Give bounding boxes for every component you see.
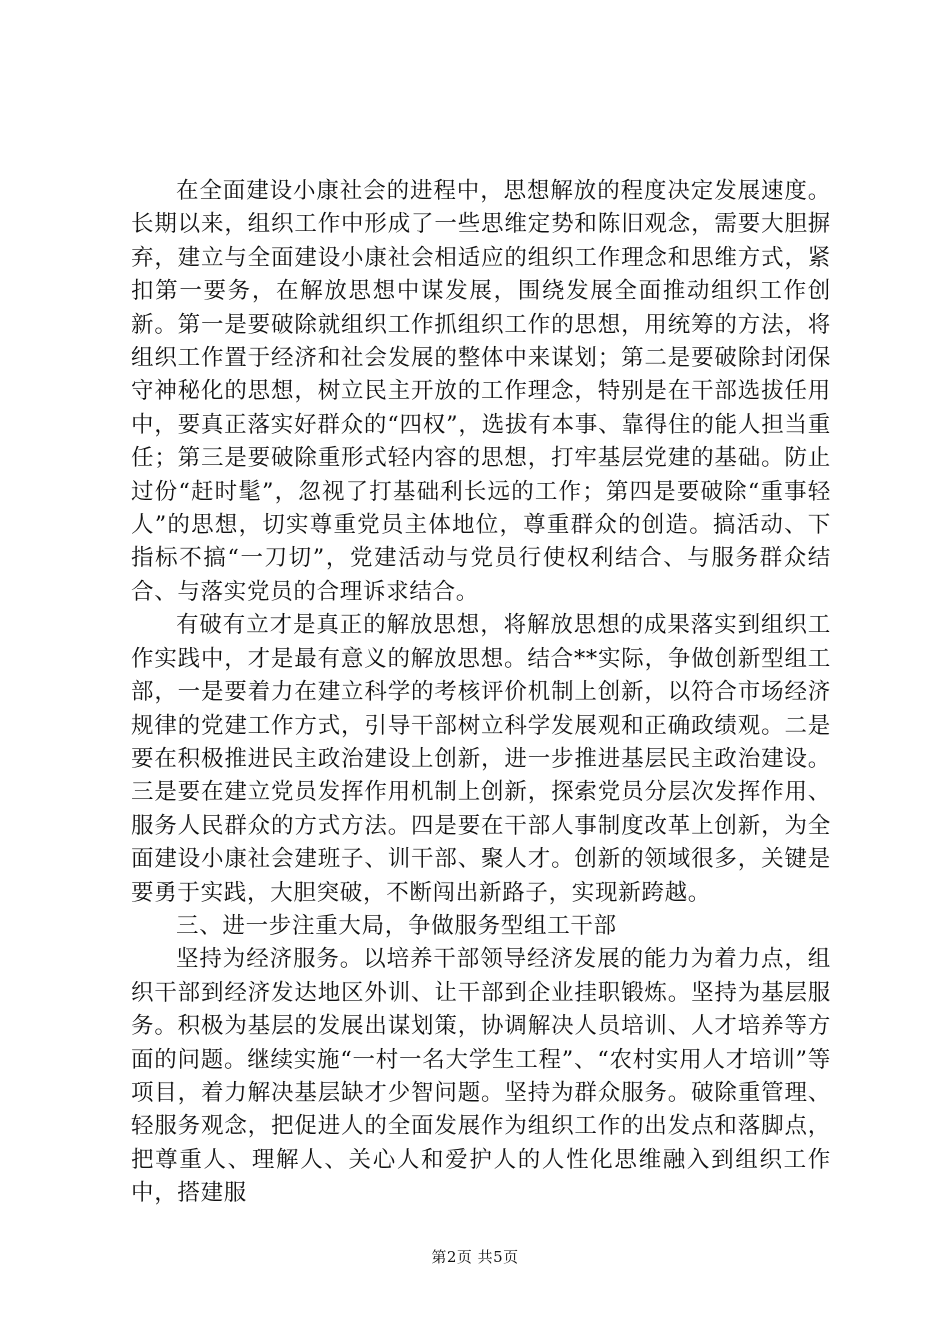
paragraph-service: 坚持为经济服务。以培养干部领导经济发展的能力为着力点，组织干部到经济发达地区外训、让干部到企业挂职锻炼。坚持为基层服务。积极为基层的发展出谋划策，协调解决人员培训、人才培养等方面的问题。继续实施“一村一名大学生工程”、“农村实用人才培训”等项目，着力解决基层缺才少智问题。坚持为群众服务。破除重管理、轻服务观念，把促进人的全面发展作为组织工作的出发点和落脚点，把尊重人、理解人、关心人和爱护人的人性化思维融入到组织工作中，搭建服 xyxy=(131,946,831,1207)
paragraph-innovation: 有破有立才是真正的解放思想，将解放思想的成果落实到组织工作实践中，才是最有意义的解放思想。结合**实际，争做创新型组工部，一是要着力在建立科学的考核评价机制上创新，以符合市场经济规律的党建工作方式，引导干部树立科学发展观和正确政绩观。二是要在积极推进民主政治建设上创新，进一步推进基层民主政治建设。三是要在建立党员发挥作用机制上创新，探索党员分层次发挥作用、服务人民群众的方式方法。四是要在干部人事制度改革上创新，为全面建设小康社会建班子、训干部、聚人才。创新的领域很多，关键是要勇于实践，大胆突破，不断闯出新路子，实现新跨越。 xyxy=(131,612,831,906)
page-number-footer: 第2页 共5页 xyxy=(431,1248,519,1266)
section-heading-service: 三、进一步注重大局，争做服务型组工干部 xyxy=(176,912,617,939)
document-body xyxy=(131,175,831,1211)
paragraph-thought-liberation: 在全面建设小康社会的进程中，思想解放的程度决定发展速度。长期以来，组织工作中形成了一些思维定势和陈旧观念，需要大胆摒弃，建立与全面建设小康社会相适应的组织工作理念和思维方式，紧扣第一要务，在解放思想中谋发展，围绕发展全面推动组织工作创新。第一是要破除就组织工作抓组织工作的思想，用统筹的方法，将组织工作置于经济和社会发展的整体中来谋划；第二是要破除封闭保守神秘化的思想，树立民主开放的工作理念，特别是在干部选拔任用中，要真正落实好群众的“四权”，选拔有本事、靠得住的能人担当重任；第三是要破除重形式轻内容的思想，打牢基层党建的基础。防止过份“赶时髦”，忽视了打基础利长远的工作；第四是要破除“重事轻人”的思想，切实尊重党员主体地位，尊重群众的创造。搞活动、下指标不搞“一刀切”，党建活动与党员行使权利结合、与服务群众结合、与落实党员的合理诉求结合。 xyxy=(131,178,831,605)
